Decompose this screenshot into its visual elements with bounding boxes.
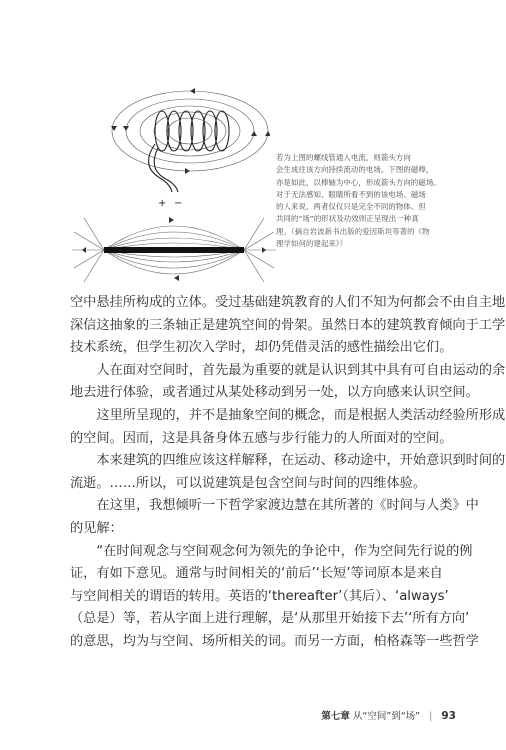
body-line: 与空间相关的谓语的转用。英语的‘thereafter’（其后）、‘always’	[70, 588, 449, 604]
body-text	[70, 292, 506, 654]
body-line: 在这里，我想倾听一下哲学家渡边慧在其所著的《时间与人类》中	[96, 498, 479, 514]
chapter-title: 从“空间”到“场”	[352, 711, 421, 722]
solenoid-field-figure	[100, 86, 270, 211]
caption-line: 亦是如此，以棒轴为中心，形成箭头方向的磁场。	[276, 177, 441, 187]
bar-magnet-field-figure	[64, 212, 284, 292]
body-line: 本来建筑的四维应该这样解释，在运动、移动途中，开始意识到时间的	[96, 453, 506, 469]
footer-separator: |	[429, 711, 433, 722]
caption-line: 会生成往该方向持续流动的电场。下图的磁棒，	[276, 165, 434, 175]
solenoid-minus-label: −	[174, 198, 183, 209]
solenoid-plus-label: +	[158, 198, 167, 209]
body-line: 深信这抽象的三条轴正是建筑空间的骨架。虽然日本的建筑教育倾向于工学	[70, 317, 506, 333]
body-line: 流逝。……所以，可以说建筑是包含空间与时间的四维体验。	[70, 475, 427, 491]
figure-caption	[276, 152, 466, 250]
body-line: “在时间观念与空间观念何为领先的争论中，作为空间先行说的例	[96, 543, 473, 559]
body-line: 的空间。因而，这是具备身体五感与步行能力的人所面对的空间。	[70, 430, 453, 446]
body-line: 的见解：	[70, 520, 123, 536]
page-footer	[321, 708, 456, 722]
caption-line: 理。（摘自岩波新书出版的爱因斯坦等著的《物	[276, 226, 430, 236]
body-line: 人在面对空间时，首先最为重要的就是认识到其中具有可自由运动的余	[96, 362, 506, 378]
caption-line: 的人来说，两者仅仅只是完全不同的物体。但	[276, 202, 426, 212]
magnet-minus-label: −	[232, 238, 240, 248]
body-line: 的意思，均为与空间、场所相关的词。而另一方面，柏格森等一些哲学	[70, 633, 479, 649]
caption-line: 共同的“场”的形状及功效则正呈现出一种真	[276, 214, 419, 224]
body-line: 证，有如下意见。通常与时间相关的‘前后’‘长短’等词原本是来自	[70, 566, 443, 582]
caption-line: 对于无法感知、眼睛所看不到的该电场、磁场	[276, 189, 426, 199]
magnet-plus-label: +	[108, 238, 116, 248]
chapter-number: 第七章	[321, 711, 350, 722]
body-line: （总是）等，若从字面上进行理解，是‘从那里开始接下去’‘所有方向’	[70, 611, 470, 627]
caption-line: 理学如何的建起来》）	[276, 239, 348, 249]
body-line: 空中悬挂所构成的立体。受过基础建筑教育的人们不知为何都会不由自主地	[70, 295, 506, 310]
caption-line: 若为上图的螺线管通入电流，则箭头方向	[276, 153, 411, 162]
page-number: 93	[441, 710, 456, 722]
body-line: 这里所呈现的，并不是抽象空间的概念，而是根据人类活动经验所形成	[96, 407, 506, 423]
body-line: 地去进行体验，或者通过从某处移动到另一处，以方向感来认识空间。	[70, 385, 479, 401]
body-line: 技术系统，但学生初次入学时，却仍凭借灵活的感性描绘出它们。	[70, 340, 453, 356]
